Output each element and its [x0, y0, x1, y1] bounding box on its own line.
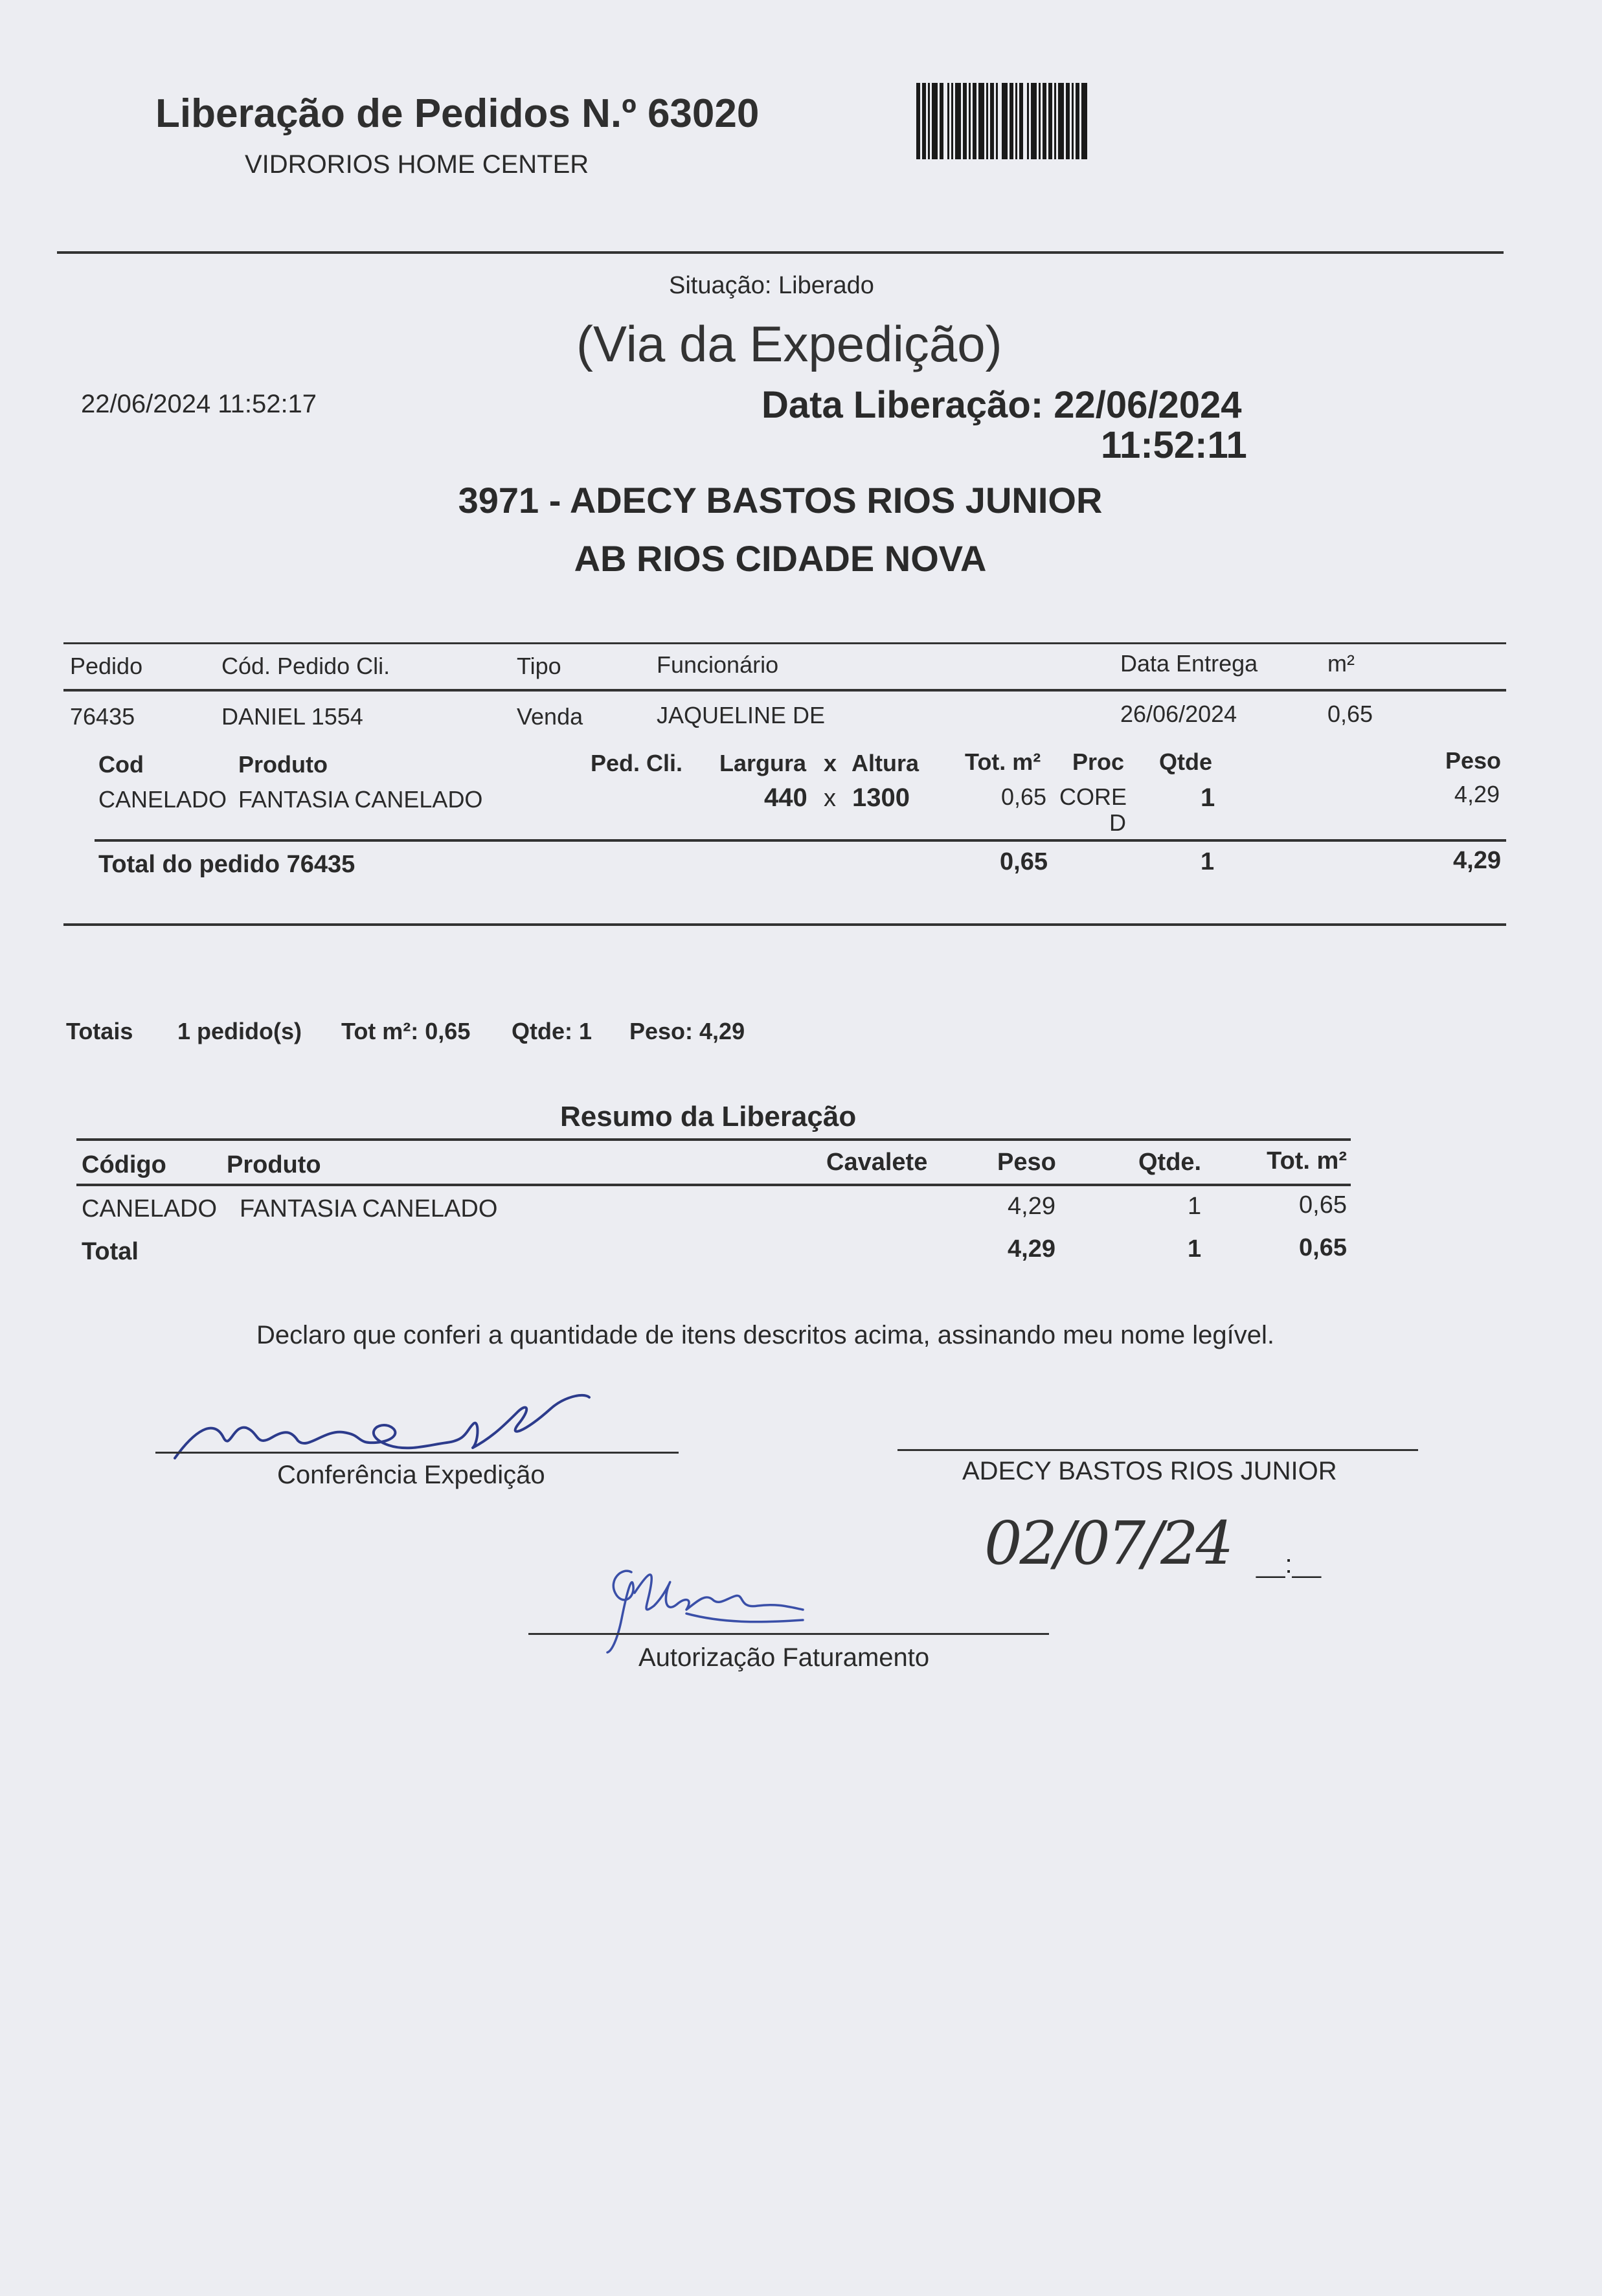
handwritten-date: 02/07/24 [984, 1509, 1232, 1578]
resumo-total-qtde: 1 [1188, 1235, 1202, 1263]
item-proc-continuation: D [1109, 809, 1126, 836]
via-label: (Via da Expedição) [576, 315, 1002, 372]
total-pedido-label: Total do pedido 76435 [98, 851, 355, 878]
item-peso: 4,29 [1454, 781, 1500, 807]
resumo-col-qtde: Qtde. [1138, 1149, 1202, 1176]
item-largura: 440 [764, 783, 807, 812]
order-table-top-line [63, 642, 1506, 644]
row-funcionario: JAQUELINE DE [657, 702, 826, 728]
item-cod: CANELADO [98, 786, 227, 813]
hora-blank: __:__ [1256, 1550, 1322, 1579]
company-name: VIDRORIOS HOME CENTER [245, 150, 589, 179]
total-pedido-peso: 4,29 [1453, 847, 1501, 874]
cliente-nome: 3971 - ADECY BASTOS RIOS JUNIOR [458, 480, 1103, 521]
hora-liberacao: 11:52:11 [1101, 424, 1247, 466]
row-data-entrega: 26/06/2024 [1120, 701, 1237, 727]
autorizacao-signature [596, 1554, 816, 1658]
row-cod-pedido-cli: DANIEL 1554 [221, 703, 363, 730]
resumo-total-tot-m2: 0,65 [1299, 1234, 1347, 1261]
total-pedido-m2: 0,65 [1000, 848, 1048, 875]
col-produto: Produto [238, 751, 328, 778]
order-table-header-line [63, 689, 1506, 692]
col-ped-cli: Ped. Cli. [591, 750, 683, 776]
resumo-col-peso: Peso [997, 1149, 1056, 1176]
col-tipo: Tipo [517, 653, 561, 679]
totais-tot-m2: Tot m²: 0,65 [341, 1018, 471, 1044]
col-qtde: Qtde [1159, 748, 1213, 775]
autorizacao-line [528, 1633, 1049, 1635]
resumo-header-line [76, 1184, 1351, 1186]
items-total-line [95, 839, 1506, 842]
declaracao-text: Declaro que conferi a quantidade de itens descritos acima, assinando meu nome legível. [256, 1321, 1275, 1349]
resumo-top-line [76, 1138, 1351, 1141]
totais-pedidos: 1 pedido(s) [177, 1018, 302, 1044]
order-block-bottom-line [63, 923, 1506, 926]
resumo-col-codigo: Código [82, 1151, 166, 1178]
resumo-title: Resumo da Liberação [560, 1101, 857, 1132]
conferencia-label: Conferência Expedição [277, 1461, 545, 1489]
col-tot-m2: Tot. m² [965, 748, 1041, 775]
resumo-row-peso: 4,29 [1008, 1193, 1055, 1220]
resumo-row-produto: FANTASIA CANELADO [240, 1195, 498, 1222]
row-tipo: Venda [517, 703, 583, 730]
resumo-col-cavalete: Cavalete [826, 1149, 928, 1176]
cliente-signature-label: ADECY BASTOS RIOS JUNIOR [962, 1457, 1337, 1485]
totais-peso: Peso: 4,29 [629, 1018, 745, 1044]
item-tot-m2: 0,65 [1001, 783, 1047, 810]
document-title: Liberação de Pedidos N.º 63020 [155, 91, 760, 136]
col-data-entrega: Data Entrega [1120, 650, 1258, 677]
conferencia-line [155, 1452, 679, 1454]
totais-qtde: Qtde: 1 [512, 1018, 592, 1044]
col-m2: m² [1327, 650, 1355, 677]
resumo-total-peso: 4,29 [1008, 1235, 1055, 1263]
item-x: x [824, 785, 836, 812]
resumo-row-qtde: 1 [1188, 1193, 1202, 1220]
col-cod-pedido-cli: Cód. Pedido Cli. [221, 653, 390, 679]
print-datetime: 22/06/2024 11:52:17 [81, 390, 317, 418]
cliente-line [897, 1449, 1418, 1451]
item-altura: 1300 [852, 783, 910, 812]
col-altura: Altura [852, 750, 919, 776]
total-pedido-qtde: 1 [1201, 848, 1215, 875]
totais-label: Totais [66, 1018, 133, 1044]
item-qtde: 1 [1201, 783, 1215, 812]
col-proc: Proc [1072, 748, 1125, 775]
cliente-loja: AB RIOS CIDADE NOVA [574, 538, 987, 579]
autorizacao-label: Autorização Faturamento [638, 1643, 930, 1672]
barcode [916, 83, 1172, 159]
col-largura: Largura [719, 750, 807, 776]
item-proc: CORE [1059, 783, 1127, 810]
item-produto: FANTASIA CANELADO [238, 786, 483, 813]
data-liberacao: Data Liberação: 22/06/2024 [762, 384, 1242, 426]
col-cod: Cod [98, 751, 144, 778]
resumo-col-tot-m2: Tot. m² [1267, 1147, 1347, 1175]
conferencia-signature [168, 1386, 609, 1470]
row-pedido: 76435 [70, 703, 135, 730]
resumo-col-produto: Produto [227, 1151, 321, 1178]
col-pedido: Pedido [70, 653, 143, 679]
row-m2: 0,65 [1327, 701, 1373, 727]
col-peso: Peso [1445, 747, 1501, 774]
resumo-row-codigo: CANELADO [82, 1195, 218, 1222]
col-funcionario: Funcionário [657, 651, 779, 678]
resumo-row-tot-m2: 0,65 [1299, 1191, 1347, 1219]
situacao-label: Situação: Liberado [669, 272, 874, 299]
resumo-total-label: Total [82, 1238, 139, 1265]
header-divider [57, 251, 1504, 254]
col-x: x [824, 750, 837, 776]
